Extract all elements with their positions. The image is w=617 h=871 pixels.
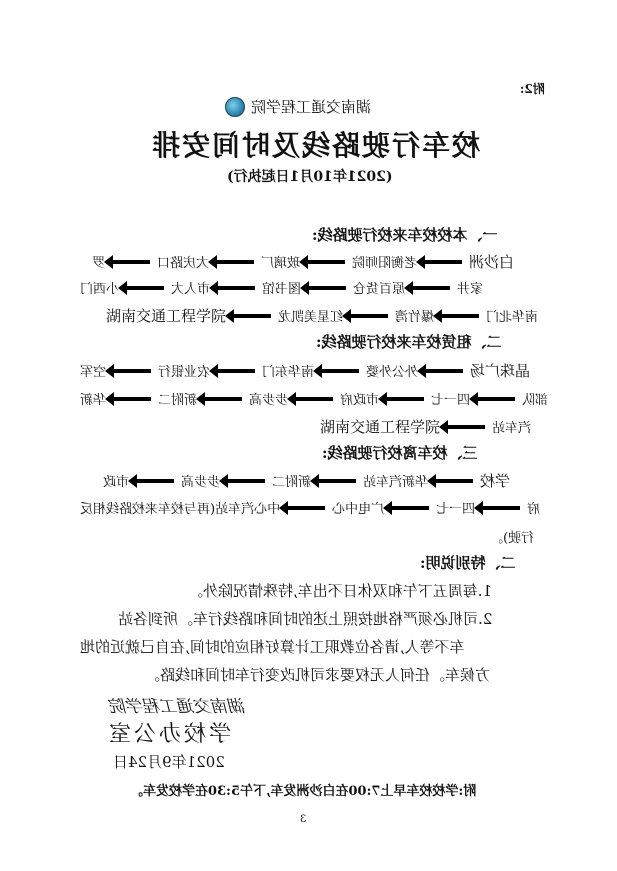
stop: 华新汽车站: [363, 475, 429, 490]
arrow-left-icon: [321, 369, 359, 373]
arrow-left-icon: [482, 506, 520, 510]
arrow-left-icon: [425, 369, 463, 373]
route-3-tail: 行驶)。: [490, 531, 535, 546]
note-paragraph-2-line-1: 2.司机必须严格地按照上述的时间和路线行车。所到各站: [118, 610, 493, 628]
arrow-left-icon: [477, 397, 515, 401]
stop: 市政: [103, 475, 130, 490]
arrow-left-icon: [233, 314, 271, 318]
note-paragraph-2-line-3: 方候车。任何人无权要求司机改变行车时间和线路。: [145, 666, 491, 684]
page-title: 校车行驶路线及时间安排: [149, 129, 480, 162]
arrow-left-icon: [350, 314, 388, 318]
stop: 玻璃厂: [261, 256, 301, 271]
route-2-row-2: [80, 389, 548, 408]
stop: 市人大: [171, 282, 211, 297]
note-paragraph-1: 1.每周五下午和双休日不出车,特殊情况除外。: [188, 582, 493, 600]
arrow-left-icon: [295, 397, 333, 401]
note-paragraph-2-line-2: 车不等人,请各位教职工计算好相应的时间,在自己就近的地: [80, 638, 465, 656]
annex-label: 附2:: [520, 82, 545, 96]
section-4-heading: 二、特别说明:: [420, 554, 516, 572]
arrow-left-icon: [391, 506, 429, 510]
section-1-heading: 一、本校校车来校行驶路线:: [312, 226, 498, 244]
stop: 家井: [457, 282, 484, 297]
stop: 大庆路口: [157, 256, 210, 271]
stop: 爆竹湾: [395, 310, 435, 325]
arrow-left-icon: [386, 397, 424, 401]
stop: 外公外婆: [366, 365, 419, 380]
stop: 空军: [80, 365, 107, 380]
stop: 部队: [522, 393, 549, 408]
arrow-left-icon: [227, 479, 265, 483]
arrow-left-icon: [412, 286, 450, 290]
stop: 红星美凯龙: [278, 310, 344, 325]
stop: 步步高: [249, 393, 289, 408]
arrow-left-icon: [447, 425, 485, 429]
route-1-row-2: [80, 278, 483, 297]
route-2-row-3: [320, 416, 531, 437]
stop: 南华东门: [262, 365, 315, 380]
stop: 市政府: [340, 393, 380, 408]
arrow-left-icon: [308, 286, 346, 290]
effective-date: (2021年10月1日起执行): [227, 169, 393, 185]
stop: 四一七: [436, 502, 476, 517]
arrow-left-icon: [217, 369, 255, 373]
stop: 原百货仓: [353, 282, 406, 297]
stop: 汽车站: [492, 421, 532, 436]
stop: 罗: [92, 256, 106, 271]
stop: 新附二: [272, 475, 312, 490]
route-3-row-2: [80, 498, 540, 517]
stop: 老衡阳师院: [352, 256, 418, 271]
arrow-left-icon: [287, 506, 325, 510]
section-3-heading: 三、校车离校行驶路线:: [322, 444, 478, 462]
stop: 学校: [480, 472, 511, 490]
stop: 小西门: [80, 282, 120, 297]
stop: 广电中心: [332, 502, 385, 517]
stop: 图书馆: [262, 282, 302, 297]
route-1-row-1: [92, 251, 514, 272]
stop: 南华北门: [486, 310, 539, 325]
school-logo-icon: [225, 97, 245, 117]
stop: 中心汽车站(再与校车来校路线相反: [80, 502, 281, 517]
arrow-left-icon: [204, 397, 242, 401]
signature-date: 2021年9月24日: [113, 753, 225, 771]
stop: 华新: [80, 393, 107, 408]
stop: 步步高: [181, 475, 221, 490]
arrow-left-icon: [113, 369, 151, 373]
stop: 府: [527, 502, 541, 517]
signature-office: 学校办公室: [106, 722, 232, 747]
arrow-left-icon: [126, 286, 164, 290]
stop: 四一七: [431, 393, 471, 408]
arrow-left-icon: [113, 397, 151, 401]
signature-school: 湖南交通工程学院: [110, 697, 246, 717]
route-3-row-1: [103, 470, 510, 491]
stop: 湖南交通工程学院: [320, 418, 441, 436]
arrow-left-icon: [318, 479, 356, 483]
arrow-left-icon: [136, 479, 174, 483]
stop: 农业银行: [158, 365, 211, 380]
page-number: 3: [300, 814, 307, 825]
arrow-left-icon: [217, 286, 255, 290]
arrow-left-icon: [435, 479, 473, 483]
school-header: [225, 96, 371, 117]
arrow-left-icon: [424, 260, 462, 264]
bus-departure-note: 附:学校校车早上7:00在白沙洲发车,下午5:30在学校发车。: [130, 784, 477, 799]
school-name: 湖南交通工程学院: [251, 98, 372, 116]
route-1-row-3: [106, 305, 538, 326]
route-2-row-1: [80, 360, 530, 381]
stop: 晶珠广场: [470, 362, 531, 380]
section-2-heading: 二、租赁校车来校行驶路线:: [316, 333, 502, 351]
arrow-left-icon: [112, 260, 150, 264]
arrow-left-icon: [307, 260, 345, 264]
arrow-left-icon: [441, 314, 479, 318]
stop: 湖南交通工程学院: [106, 307, 227, 325]
arrow-left-icon: [216, 260, 254, 264]
stop: 新附二: [158, 393, 198, 408]
stop: 白沙洲: [469, 253, 515, 271]
